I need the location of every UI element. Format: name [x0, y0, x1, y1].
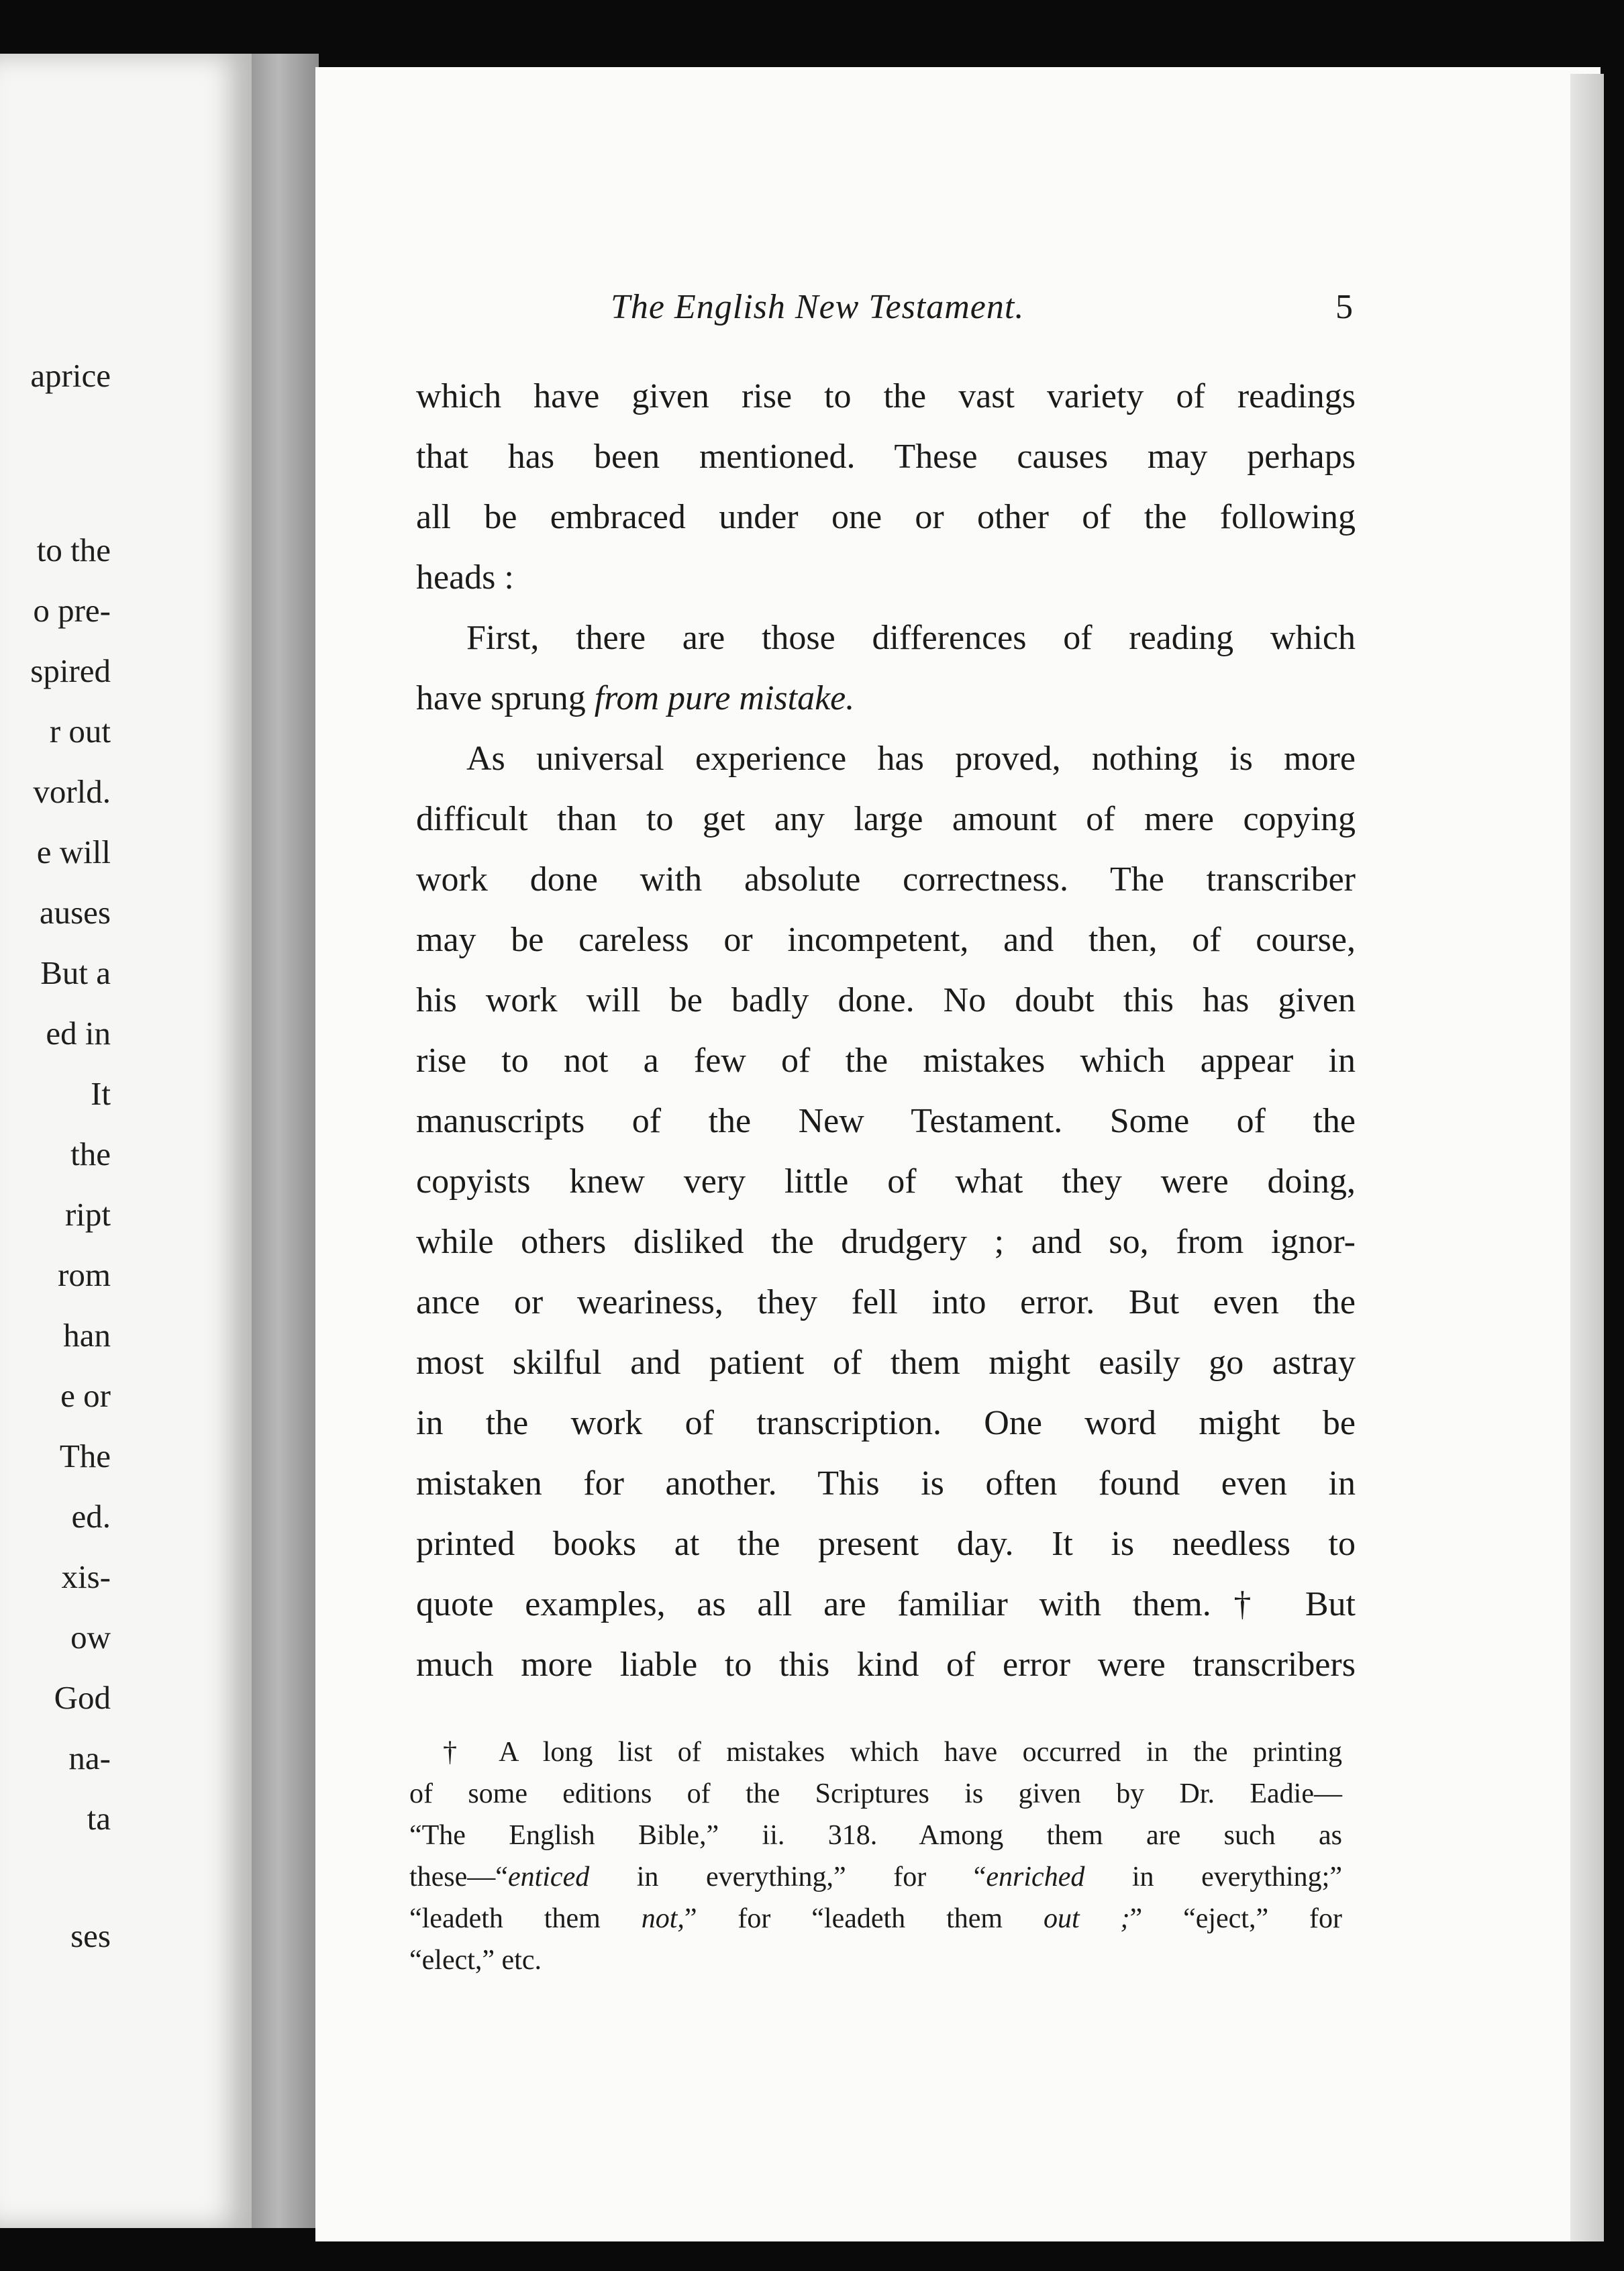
left-page-fragment: It	[91, 1075, 111, 1112]
left-page-fragment: ed in	[46, 1015, 111, 1052]
emphasis-text: enriched	[986, 1862, 1085, 1892]
footnote-line: of some editions of the Scriptures is given by Dr. Eadie—	[409, 1778, 1342, 1809]
left-page-fragment: han	[63, 1317, 111, 1354]
left-page-fragment: to the	[36, 532, 111, 568]
text-span: these—“	[409, 1862, 508, 1892]
footnote-line: “elect,” etc.	[409, 1945, 542, 1976]
footnote-line	[409, 1863, 1342, 1891]
text-line: his work will be badly done. No doubt this has given	[416, 981, 1356, 1019]
left-page-fragment: spired	[30, 652, 111, 689]
text-line: that has been mentioned. These causes may perhaps	[416, 438, 1356, 476]
left-page-fragment: auses	[39, 894, 111, 931]
footnote-line: † A long list of mistakes which have occurred in the printing	[443, 1737, 1342, 1768]
text-line: As universal experience has proved, nothing is more	[466, 740, 1356, 778]
text-line: ance or weariness, they fell into error. But even the	[416, 1283, 1356, 1321]
text-line: copyists knew very little of what they were doing,	[416, 1162, 1356, 1201]
left-page-fragment: But a	[40, 954, 111, 991]
text-line: manuscripts of the New Testament. Some of the	[416, 1102, 1356, 1140]
left-page-fragment: ses	[70, 1917, 111, 1954]
text-line: heads :	[416, 558, 514, 597]
left-page-fragment: the	[70, 1136, 111, 1172]
left-page-fragment: aprice	[30, 357, 111, 394]
running-title: The English New Testament.	[611, 288, 1025, 326]
emphasis-text: enticed	[507, 1862, 590, 1892]
left-page-fragment: na-	[68, 1739, 111, 1776]
footnote-line: “The English Bible,” ii. 318. Among them are such as	[409, 1820, 1342, 1851]
emphasis-text: not,	[641, 1903, 684, 1934]
text-span: ” “eject,” for	[1129, 1903, 1342, 1934]
text-line: which have given rise to the vast variety of readings	[416, 377, 1356, 415]
left-page-fragment: r out	[49, 713, 111, 750]
left-page-fragment: ta	[87, 1800, 111, 1837]
text-span: have sprung	[416, 679, 586, 717]
text-span: in everything;”	[1084, 1862, 1342, 1892]
text-line: First, there are those differences of reading which	[466, 619, 1356, 657]
left-page-fragment: ed.	[71, 1498, 111, 1535]
left-page-fragment: ript	[64, 1196, 111, 1233]
left-page-fragment: ow	[70, 1619, 111, 1656]
text-line: difficult than to get any large amount of mere copying	[416, 800, 1356, 838]
left-facing-page	[0, 54, 252, 2228]
text-line: much more liable to this kind of error were transcribers	[416, 1646, 1356, 1684]
text-line: all be embraced under one or other of the following	[416, 498, 1356, 536]
text-span: in everything,” for “	[589, 1862, 986, 1892]
book-gutter	[252, 54, 319, 2228]
left-page-fragment: xis-	[61, 1558, 111, 1595]
emphasis-text: out ;	[1043, 1903, 1130, 1934]
page-edge	[1570, 74, 1604, 2241]
text-line: mistaken for another. This is often found even in	[416, 1464, 1356, 1503]
left-page-fragment: vorld.	[33, 773, 111, 810]
text-span: “leadeth them	[409, 1903, 642, 1934]
left-page-fragment: o pre-	[33, 592, 111, 629]
left-page-fragment: God	[54, 1679, 111, 1716]
page-number: 5	[1335, 288, 1353, 326]
text-span: ” for “leadeth them	[684, 1903, 1044, 1934]
text-line: printed books at the present day. It is needless to	[416, 1525, 1356, 1563]
left-page-fragment: rom	[58, 1256, 111, 1293]
text-line: rise to not a few of the mistakes which appear in	[416, 1042, 1356, 1080]
text-line: may be careless or incompetent, and then, of course,	[416, 921, 1356, 959]
text-line	[416, 681, 1356, 716]
text-line: quote examples, as all are familiar with them.† But	[416, 1585, 1356, 1623]
text-line: in the work of transcription. One word might be	[416, 1404, 1356, 1442]
left-page-fragment: e will	[36, 834, 111, 870]
left-page-fragment: e or	[60, 1377, 111, 1414]
text-line: while others disliked the drudgery ; and so, from ignor-	[416, 1223, 1356, 1261]
footnote-line	[409, 1905, 1342, 1933]
text-line: most skilful and patient of them might easily go astray	[416, 1344, 1356, 1382]
text-line: work done with absolute correctness. The transcriber	[416, 860, 1356, 899]
left-page-fragment: The	[59, 1437, 111, 1474]
emphasis-text: from pure mistake.	[594, 679, 855, 717]
